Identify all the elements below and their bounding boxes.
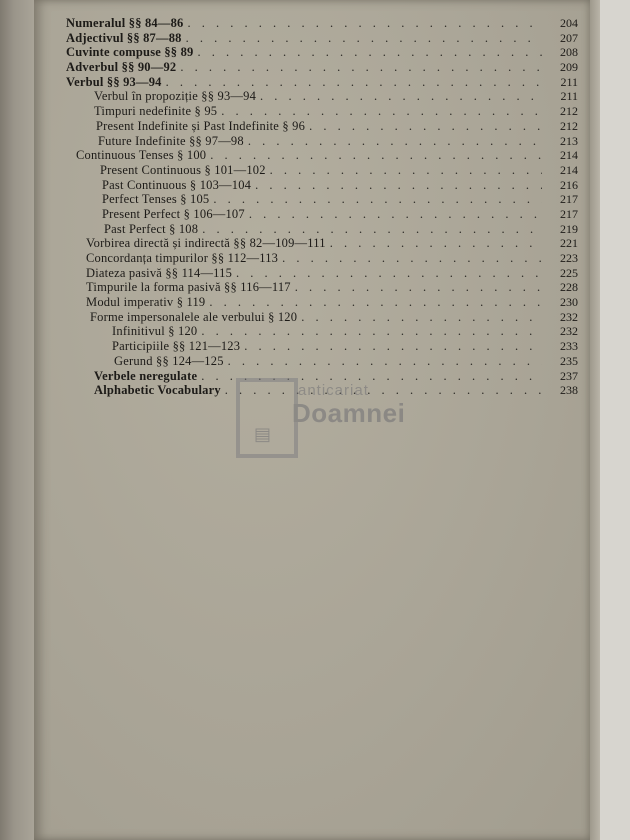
toc-page-number: 219 — [560, 221, 578, 236]
toc-row — [34, 31, 590, 46]
dot-leader — [249, 207, 542, 222]
toc-page-number: 204 — [560, 16, 578, 30]
toc-page-number: 221 — [560, 236, 578, 251]
dot-leader — [188, 16, 543, 31]
watermark-logo — [236, 376, 476, 466]
toc-page-number: 223 — [560, 251, 578, 265]
toc-title: Verbul §§ 93—94 — [66, 74, 162, 89]
toc-title: Continuous Tenses § 100 — [76, 148, 207, 163]
toc-title: Cuvinte compuse §§ 89 — [66, 45, 194, 60]
dot-leader — [236, 266, 542, 281]
dot-leader — [255, 178, 542, 193]
dot-leader — [228, 354, 542, 369]
toc-title: Infinitivul § 120 — [112, 324, 198, 339]
toc-title: Diateza pasivă §§ 114—115 — [86, 265, 233, 280]
dot-leader — [166, 75, 542, 90]
toc-title: Past Perfect § 108 — [104, 221, 199, 236]
dot-leader — [282, 251, 542, 266]
toc-page-number: 212 — [560, 118, 578, 133]
toc-page-number: 217 — [560, 192, 578, 207]
toc-row — [34, 16, 590, 31]
dot-leader — [186, 31, 542, 46]
toc-title: Future Indefinite §§ 97—98 — [98, 133, 244, 148]
toc-title: Vorbirea directă și indirectă §§ 82—109—111 — [86, 236, 326, 251]
table-of-contents — [34, 16, 590, 398]
toc-page-number: 233 — [560, 339, 578, 354]
toc-row — [34, 148, 590, 163]
toc-title: Past Continuous § 103—104 — [102, 177, 252, 192]
toc-row — [34, 89, 590, 104]
toc-title: Timpuri nedefinite § 95 — [94, 104, 218, 119]
dot-leader — [209, 295, 542, 310]
dot-leader — [295, 280, 542, 295]
toc-page-number: 235 — [560, 353, 578, 368]
toc-title: Present Perfect § 106—107 — [102, 206, 245, 221]
toc-page-number: 211 — [560, 74, 578, 89]
toc-page-number: 208 — [560, 45, 578, 60]
toc-row — [34, 354, 590, 369]
toc-title: Modul imperativ § 119 — [86, 295, 206, 310]
toc-title: Alphabetic Vocabulary — [94, 383, 221, 398]
dot-leader — [213, 192, 542, 207]
toc-title: Present Continuous § 101—102 — [100, 162, 266, 177]
toc-row — [34, 163, 590, 178]
dot-leader — [180, 60, 542, 75]
toc-page-number: 228 — [560, 280, 578, 295]
toc-row — [34, 236, 590, 251]
toc-row — [34, 280, 590, 295]
toc-row — [34, 266, 590, 281]
toc-row — [34, 104, 590, 119]
toc-page-number: 232 — [560, 324, 578, 339]
scan-margin — [600, 0, 630, 840]
toc-page-number: 207 — [560, 30, 578, 45]
dot-leader — [248, 134, 542, 149]
toc-row — [34, 207, 590, 222]
toc-page-number: 217 — [560, 206, 578, 221]
toc-row — [34, 75, 590, 90]
dot-leader — [309, 119, 542, 134]
dot-leader — [270, 163, 542, 178]
toc-page-number: 230 — [560, 295, 578, 310]
page-edge — [590, 0, 600, 840]
toc-title: Adjectivul §§ 87—88 — [66, 30, 182, 45]
dot-leader — [202, 222, 542, 237]
watermark-brand-text: Doamnei — [292, 398, 406, 428]
dot-leader — [330, 236, 542, 251]
toc-title: Participiile §§ 121—123 — [112, 339, 241, 354]
toc-row — [34, 310, 590, 325]
dot-leader — [197, 45, 542, 60]
toc-row — [34, 192, 590, 207]
toc-row — [34, 339, 590, 354]
toc-page-number: 237 — [560, 368, 578, 383]
dot-leader — [244, 339, 542, 354]
dot-leader — [210, 148, 542, 163]
dot-leader — [221, 104, 542, 119]
toc-title: Present Indefinite și Past Indefinite § 96 — [96, 118, 306, 133]
toc-page-number: 238 — [560, 383, 578, 398]
toc-row — [34, 178, 590, 193]
toc-row — [34, 251, 590, 266]
book-icon: ▤ — [254, 424, 272, 445]
toc-title: Perfect Tenses § 105 — [102, 192, 210, 207]
toc-row — [34, 134, 590, 149]
toc-row — [34, 324, 590, 339]
toc-page-number: 211 — [560, 89, 578, 104]
watermark-top-text: anticariat — [298, 382, 369, 399]
toc-row — [34, 119, 590, 134]
toc-title: Concordanța timpurilor §§ 112—113 — [86, 251, 279, 265]
toc-page-number: 209 — [560, 60, 578, 75]
toc-page-number: 214 — [560, 148, 578, 163]
toc-title: Adverbul §§ 90—92 — [66, 60, 177, 75]
toc-page-number: 216 — [560, 177, 578, 192]
toc-page-number: 212 — [560, 104, 578, 119]
toc-title: Numeralul §§ 84—86 — [66, 16, 184, 30]
dot-leader — [260, 89, 542, 104]
toc-title: Verbele neregulate — [94, 368, 198, 383]
toc-page-number: 214 — [560, 162, 578, 177]
toc-row — [34, 45, 590, 60]
toc-title: Timpurile la forma pasivă §§ 116—117 — [86, 280, 291, 295]
toc-title: Verbul în propoziție §§ 93—94 — [94, 89, 257, 104]
toc-row — [34, 222, 590, 237]
toc-page-number: 232 — [560, 309, 578, 324]
toc-page-number: 225 — [560, 265, 578, 280]
toc-row — [34, 295, 590, 310]
toc-title: Gerund §§ 124—125 — [114, 353, 224, 368]
toc-row — [34, 60, 590, 75]
toc-title: Forme impersonalele ale verbului § 120 — [90, 309, 298, 324]
watermark-frame — [236, 378, 298, 458]
toc-page-number: 213 — [560, 133, 578, 148]
dot-leader — [201, 324, 542, 339]
dot-leader — [301, 310, 542, 325]
